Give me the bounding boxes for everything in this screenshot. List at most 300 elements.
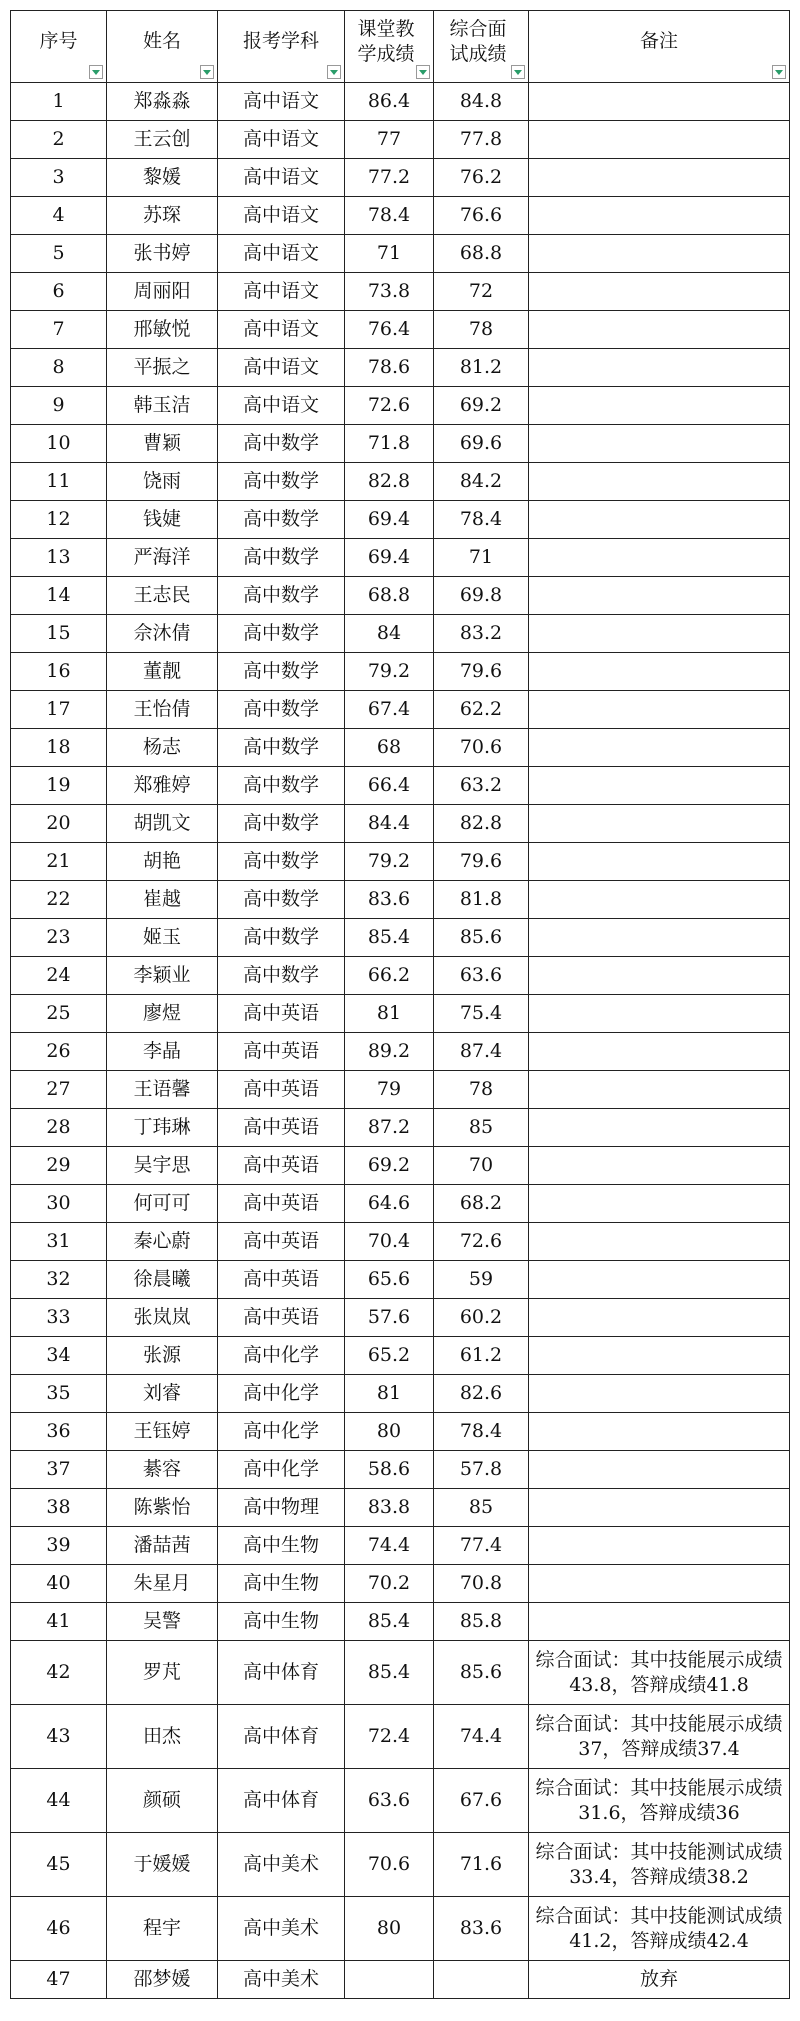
cell-teaching-score[interactable]: 70.2 [345,1565,434,1603]
cell-interview-score[interactable]: 85.8 [434,1603,529,1641]
cell-subject[interactable]: 高中英语 [218,1299,345,1337]
cell-interview-score[interactable]: 61.2 [434,1337,529,1375]
cell-remarks[interactable] [529,197,790,235]
cell-teaching-score[interactable]: 73.8 [345,273,434,311]
cell-remarks[interactable] [529,121,790,159]
cell-name[interactable]: 崔越 [107,881,218,919]
cell-subject[interactable]: 高中语文 [218,349,345,387]
cell-no[interactable]: 39 [11,1527,107,1565]
cell-teaching-score[interactable]: 65.6 [345,1261,434,1299]
cell-no[interactable]: 37 [11,1451,107,1489]
cell-no[interactable]: 20 [11,805,107,843]
cell-teaching-score[interactable] [345,1961,434,1999]
cell-name[interactable]: 颜硕 [107,1769,218,1833]
cell-interview-score[interactable]: 83.6 [434,1897,529,1961]
cell-name[interactable]: 董靓 [107,653,218,691]
cell-no[interactable]: 6 [11,273,107,311]
cell-remarks[interactable] [529,691,790,729]
cell-remarks[interactable] [529,463,790,501]
cell-name[interactable]: 胡凯文 [107,805,218,843]
cell-teaching-score[interactable]: 72.4 [345,1705,434,1769]
filter-dropdown-icon[interactable] [416,65,430,79]
cell-interview-score[interactable]: 70 [434,1147,529,1185]
cell-subject[interactable]: 高中数学 [218,653,345,691]
cell-remarks[interactable] [529,1527,790,1565]
cell-no[interactable]: 38 [11,1489,107,1527]
cell-no[interactable]: 45 [11,1833,107,1897]
cell-subject[interactable]: 高中美术 [218,1961,345,1999]
cell-subject[interactable]: 高中数学 [218,957,345,995]
cell-interview-score[interactable]: 63.6 [434,957,529,995]
cell-no[interactable]: 1 [11,83,107,121]
cell-name[interactable]: 何可可 [107,1185,218,1223]
cell-no[interactable]: 25 [11,995,107,1033]
cell-name[interactable]: 韩玉洁 [107,387,218,425]
cell-name[interactable]: 平振之 [107,349,218,387]
cell-teaching-score[interactable]: 85.4 [345,919,434,957]
cell-remarks[interactable]: 综合面试：其中技能测试成绩41.2，答辩成绩42.4 [529,1897,790,1961]
cell-remarks[interactable] [529,1451,790,1489]
cell-subject[interactable]: 高中语文 [218,197,345,235]
cell-interview-score[interactable]: 76.6 [434,197,529,235]
cell-teaching-score[interactable]: 80 [345,1413,434,1451]
cell-subject[interactable]: 高中语文 [218,83,345,121]
cell-subject[interactable]: 高中语文 [218,387,345,425]
table-row [11,1451,790,1489]
cell-remarks[interactable] [529,1147,790,1185]
cell-interview-score[interactable]: 68.2 [434,1185,529,1223]
cell-remarks[interactable] [529,995,790,1033]
cell-name[interactable]: 邢敏悦 [107,311,218,349]
cell-interview-score[interactable]: 81.8 [434,881,529,919]
cell-remarks[interactable] [529,501,790,539]
cell-interview-score[interactable]: 78 [434,1071,529,1109]
cell-remarks[interactable] [529,235,790,273]
table-row [11,691,790,729]
cell-no[interactable]: 26 [11,1033,107,1071]
cell-no[interactable]: 12 [11,501,107,539]
filter-dropdown-icon[interactable] [772,65,786,79]
cell-remarks[interactable]: 综合面试：其中技能测试成绩33.4，答辩成绩38.2 [529,1833,790,1897]
cell-no[interactable]: 7 [11,311,107,349]
cell-remarks[interactable] [529,577,790,615]
cell-remarks[interactable] [529,1033,790,1071]
cell-teaching-score[interactable]: 86.4 [345,83,434,121]
cell-subject[interactable]: 高中数学 [218,691,345,729]
cell-no[interactable]: 8 [11,349,107,387]
cell-teaching-score[interactable]: 85.4 [345,1641,434,1705]
cell-name[interactable]: 陈紫怡 [107,1489,218,1527]
cell-interview-score[interactable]: 85 [434,1109,529,1147]
cell-no[interactable]: 44 [11,1769,107,1833]
cell-subject[interactable]: 高中生物 [218,1527,345,1565]
cell-name[interactable]: 郑淼淼 [107,83,218,121]
cell-remarks[interactable] [529,653,790,691]
cell-interview-score[interactable]: 85 [434,1489,529,1527]
cell-interview-score[interactable]: 72 [434,273,529,311]
cell-subject[interactable]: 高中数学 [218,805,345,843]
cell-interview-score[interactable]: 77.8 [434,121,529,159]
cell-teaching-score[interactable]: 67.4 [345,691,434,729]
cell-interview-score[interactable]: 67.6 [434,1769,529,1833]
cell-teaching-score[interactable]: 76.4 [345,311,434,349]
filter-dropdown-icon[interactable] [327,65,341,79]
cell-name[interactable]: 徐晨曦 [107,1261,218,1299]
cell-teaching-score[interactable]: 68.8 [345,577,434,615]
cell-name[interactable]: 张源 [107,1337,218,1375]
cell-subject[interactable]: 高中数学 [218,577,345,615]
cell-teaching-score[interactable]: 69.4 [345,501,434,539]
table-row [11,1603,790,1641]
cell-interview-score[interactable]: 84.8 [434,83,529,121]
cell-name[interactable]: 吴宇思 [107,1147,218,1185]
cell-teaching-score[interactable]: 69.2 [345,1147,434,1185]
cell-teaching-score[interactable]: 87.2 [345,1109,434,1147]
cell-no[interactable]: 22 [11,881,107,919]
cell-interview-score[interactable]: 69.6 [434,425,529,463]
cell-teaching-score[interactable]: 77.2 [345,159,434,197]
cell-teaching-score[interactable]: 83.8 [345,1489,434,1527]
cell-no[interactable]: 18 [11,729,107,767]
cell-name[interactable]: 姬玉 [107,919,218,957]
cell-name[interactable]: 佘沐倩 [107,615,218,653]
cell-subject[interactable]: 高中数学 [218,767,345,805]
cell-subject[interactable]: 高中化学 [218,1451,345,1489]
cell-teaching-score[interactable]: 78.6 [345,349,434,387]
cell-remarks[interactable] [529,957,790,995]
cell-no[interactable]: 21 [11,843,107,881]
cell-no[interactable]: 46 [11,1897,107,1961]
cell-no[interactable]: 4 [11,197,107,235]
cell-teaching-score[interactable]: 64.6 [345,1185,434,1223]
cell-subject[interactable]: 高中数学 [218,843,345,881]
cell-name[interactable]: 王志民 [107,577,218,615]
cell-teaching-score[interactable]: 81 [345,1375,434,1413]
cell-teaching-score[interactable]: 83.6 [345,881,434,919]
cell-subject[interactable]: 高中英语 [218,1147,345,1185]
cell-interview-score[interactable]: 68.8 [434,235,529,273]
cell-teaching-score[interactable]: 78.4 [345,197,434,235]
cell-no[interactable]: 28 [11,1109,107,1147]
cell-remarks[interactable] [529,767,790,805]
cell-name[interactable]: 王钰婷 [107,1413,218,1451]
cell-interview-score[interactable]: 69.2 [434,387,529,425]
cell-interview-score[interactable]: 62.2 [434,691,529,729]
cell-remarks[interactable] [529,1337,790,1375]
cell-teaching-score[interactable]: 71.8 [345,425,434,463]
cell-subject[interactable]: 高中数学 [218,463,345,501]
cell-name[interactable]: 丁玮琳 [107,1109,218,1147]
cell-subject[interactable]: 高中语文 [218,311,345,349]
cell-teaching-score[interactable]: 65.2 [345,1337,434,1375]
cell-subject[interactable]: 高中英语 [218,1109,345,1147]
cell-remarks[interactable] [529,1565,790,1603]
cell-remarks[interactable] [529,1109,790,1147]
cell-name[interactable]: 张书婷 [107,235,218,273]
cell-teaching-score[interactable]: 79.2 [345,843,434,881]
cell-teaching-score[interactable]: 69.4 [345,539,434,577]
cell-name[interactable]: 李颖业 [107,957,218,995]
cell-no[interactable]: 13 [11,539,107,577]
cell-remarks[interactable] [529,1185,790,1223]
cell-name[interactable]: 苏琛 [107,197,218,235]
cell-remarks[interactable]: 放弃 [529,1961,790,1999]
cell-name[interactable]: 邵梦媛 [107,1961,218,1999]
cell-teaching-score[interactable]: 85.4 [345,1603,434,1641]
cell-subject[interactable]: 高中英语 [218,1261,345,1299]
table-row [11,121,790,159]
table-row [11,729,790,767]
cell-no[interactable]: 29 [11,1147,107,1185]
cell-name[interactable]: 杨志 [107,729,218,767]
cell-subject[interactable]: 高中体育 [218,1769,345,1833]
cell-interview-score[interactable]: 59 [434,1261,529,1299]
table-row [11,235,790,273]
cell-interview-score[interactable]: 63.2 [434,767,529,805]
cell-interview-score[interactable]: 79.6 [434,843,529,881]
cell-no[interactable]: 40 [11,1565,107,1603]
cell-remarks[interactable] [529,83,790,121]
cell-interview-score[interactable]: 82.6 [434,1375,529,1413]
cell-name[interactable]: 饶雨 [107,463,218,501]
cell-teaching-score[interactable]: 84.4 [345,805,434,843]
cell-name[interactable]: 程宇 [107,1897,218,1961]
cell-interview-score[interactable]: 84.2 [434,463,529,501]
cell-subject[interactable]: 高中生物 [218,1603,345,1641]
cell-subject[interactable]: 高中数学 [218,615,345,653]
cell-name[interactable]: 周丽阳 [107,273,218,311]
cell-teaching-score[interactable]: 82.8 [345,463,434,501]
cell-remarks[interactable] [529,1375,790,1413]
cell-subject[interactable]: 高中化学 [218,1337,345,1375]
cell-remarks[interactable] [529,273,790,311]
cell-remarks[interactable] [529,1261,790,1299]
cell-name[interactable]: 李晶 [107,1033,218,1071]
cell-remarks[interactable] [529,349,790,387]
cell-interview-score[interactable]: 79.6 [434,653,529,691]
cell-interview-score[interactable]: 78 [434,311,529,349]
cell-teaching-score[interactable]: 71 [345,235,434,273]
cell-subject[interactable]: 高中数学 [218,425,345,463]
table-row [11,1185,790,1223]
header-label: 备注 [639,30,678,52]
cell-subject[interactable]: 高中美术 [218,1897,345,1961]
cell-teaching-score[interactable]: 74.4 [345,1527,434,1565]
cell-remarks[interactable] [529,843,790,881]
cell-no[interactable]: 27 [11,1071,107,1109]
cell-teaching-score[interactable]: 79.2 [345,653,434,691]
cell-subject[interactable]: 高中数学 [218,501,345,539]
table-row [11,463,790,501]
cell-subject[interactable]: 高中英语 [218,1223,345,1261]
cell-name[interactable]: 严海洋 [107,539,218,577]
cell-subject[interactable]: 高中化学 [218,1413,345,1451]
cell-teaching-score[interactable]: 72.6 [345,387,434,425]
cell-remarks[interactable]: 综合面试：其中技能展示成绩37，答辩成绩37.4 [529,1705,790,1769]
cell-remarks[interactable] [529,1413,790,1451]
cell-subject[interactable]: 高中数学 [218,539,345,577]
cell-interview-score[interactable]: 71.6 [434,1833,529,1897]
cell-no[interactable]: 31 [11,1223,107,1261]
cell-interview-score[interactable]: 57.8 [434,1451,529,1489]
cell-no[interactable]: 2 [11,121,107,159]
cell-teaching-score[interactable]: 63.6 [345,1769,434,1833]
cell-remarks[interactable] [529,1223,790,1261]
cell-subject[interactable]: 高中英语 [218,1071,345,1109]
cell-remarks[interactable] [529,615,790,653]
cell-no[interactable]: 30 [11,1185,107,1223]
cell-subject[interactable]: 高中英语 [218,1033,345,1071]
cell-interview-score[interactable]: 81.2 [434,349,529,387]
cell-no[interactable]: 23 [11,919,107,957]
cell-subject[interactable]: 高中语文 [218,159,345,197]
table-row [11,1223,790,1261]
cell-subject[interactable]: 高中数学 [218,919,345,957]
cell-remarks[interactable] [529,1489,790,1527]
cell-interview-score[interactable]: 74.4 [434,1705,529,1769]
cell-remarks[interactable] [529,159,790,197]
cell-interview-score[interactable]: 83.2 [434,615,529,653]
cell-name[interactable]: 钱婕 [107,501,218,539]
cell-remarks[interactable] [529,919,790,957]
cell-interview-score[interactable]: 85.6 [434,919,529,957]
cell-no[interactable]: 32 [11,1261,107,1299]
cell-no[interactable]: 33 [11,1299,107,1337]
cell-no[interactable]: 16 [11,653,107,691]
cell-no[interactable]: 11 [11,463,107,501]
cell-no[interactable]: 9 [11,387,107,425]
cell-teaching-score[interactable]: 80 [345,1897,434,1961]
cell-interview-score[interactable]: 77.4 [434,1527,529,1565]
cell-no[interactable]: 41 [11,1603,107,1641]
cell-interview-score[interactable]: 71 [434,539,529,577]
cell-name[interactable]: 王怡倩 [107,691,218,729]
cell-teaching-score[interactable]: 68 [345,729,434,767]
cell-remarks[interactable] [529,387,790,425]
cell-interview-score[interactable]: 60.2 [434,1299,529,1337]
cell-name[interactable]: 黎媛 [107,159,218,197]
table-row [11,311,790,349]
cell-no[interactable]: 47 [11,1961,107,1999]
cell-teaching-score[interactable]: 70.6 [345,1833,434,1897]
cell-remarks[interactable] [529,425,790,463]
cell-subject[interactable]: 高中体育 [218,1705,345,1769]
cell-name[interactable]: 秦心蔚 [107,1223,218,1261]
cell-name[interactable]: 王语馨 [107,1071,218,1109]
table-row [11,1337,790,1375]
cell-interview-score[interactable]: 70.6 [434,729,529,767]
cell-no[interactable]: 5 [11,235,107,273]
cell-remarks[interactable] [529,1299,790,1337]
cell-subject[interactable]: 高中化学 [218,1375,345,1413]
cell-remarks[interactable]: 综合面试：其中技能展示成绩43.8，答辩成绩41.8 [529,1641,790,1705]
cell-subject[interactable]: 高中物理 [218,1489,345,1527]
cell-no[interactable]: 14 [11,577,107,615]
cell-name[interactable]: 潘喆茜 [107,1527,218,1565]
cell-name[interactable]: 郑雅婷 [107,767,218,805]
cell-teaching-score[interactable]: 57.6 [345,1299,434,1337]
cell-name[interactable]: 朱星月 [107,1565,218,1603]
cell-no[interactable]: 17 [11,691,107,729]
cell-name[interactable]: 田杰 [107,1705,218,1769]
cell-remarks[interactable] [529,1071,790,1109]
cell-teaching-score[interactable]: 79 [345,1071,434,1109]
cell-subject[interactable]: 高中体育 [218,1641,345,1705]
cell-interview-score[interactable]: 87.4 [434,1033,529,1071]
cell-name[interactable]: 罗芃 [107,1641,218,1705]
cell-interview-score[interactable]: 85.6 [434,1641,529,1705]
cell-no[interactable]: 10 [11,425,107,463]
cell-subject[interactable]: 高中美术 [218,1833,345,1897]
cell-name[interactable]: 廖煜 [107,995,218,1033]
cell-subject[interactable]: 高中语文 [218,235,345,273]
cell-no[interactable]: 36 [11,1413,107,1451]
cell-subject[interactable]: 高中数学 [218,881,345,919]
cell-teaching-score[interactable]: 84 [345,615,434,653]
cell-interview-score[interactable]: 75.4 [434,995,529,1033]
cell-no[interactable]: 19 [11,767,107,805]
filter-dropdown-icon[interactable] [511,65,525,79]
cell-interview-score[interactable]: 72.6 [434,1223,529,1261]
cell-teaching-score[interactable]: 58.6 [345,1451,434,1489]
cell-no[interactable]: 3 [11,159,107,197]
cell-interview-score[interactable]: 82.8 [434,805,529,843]
cell-name[interactable]: 刘睿 [107,1375,218,1413]
cell-subject[interactable]: 高中英语 [218,1185,345,1223]
cell-subject[interactable]: 高中语文 [218,273,345,311]
cell-remarks[interactable] [529,1603,790,1641]
cell-name[interactable]: 綦容 [107,1451,218,1489]
cell-teaching-score[interactable]: 70.4 [345,1223,434,1261]
cell-no[interactable]: 35 [11,1375,107,1413]
cell-no[interactable]: 15 [11,615,107,653]
cell-subject[interactable]: 高中语文 [218,121,345,159]
cell-no[interactable]: 42 [11,1641,107,1705]
cell-interview-score[interactable]: 69.8 [434,577,529,615]
cell-teaching-score[interactable]: 77 [345,121,434,159]
cell-name[interactable]: 于媛媛 [107,1833,218,1897]
cell-remarks[interactable] [529,539,790,577]
cell-teaching-score[interactable]: 89.2 [345,1033,434,1071]
cell-interview-score[interactable]: 78.4 [434,1413,529,1451]
cell-name[interactable]: 曹颖 [107,425,218,463]
cell-interview-score[interactable]: 70.8 [434,1565,529,1603]
cell-interview-score[interactable] [434,1961,529,1999]
cell-remarks[interactable] [529,311,790,349]
cell-remarks[interactable] [529,729,790,767]
cell-no[interactable]: 24 [11,957,107,995]
cell-interview-score[interactable]: 76.2 [434,159,529,197]
cell-teaching-score[interactable]: 81 [345,995,434,1033]
filter-dropdown-icon[interactable] [200,65,214,79]
cell-no[interactable]: 34 [11,1337,107,1375]
cell-name[interactable]: 胡艳 [107,843,218,881]
cell-teaching-score[interactable]: 66.2 [345,957,434,995]
cell-name[interactable]: 王云创 [107,121,218,159]
cell-remarks[interactable]: 综合面试：其中技能展示成绩31.6，答辩成绩36 [529,1769,790,1833]
cell-name[interactable]: 张岚岚 [107,1299,218,1337]
cell-subject[interactable]: 高中数学 [218,729,345,767]
filter-dropdown-icon[interactable] [89,65,103,79]
cell-teaching-score[interactable]: 66.4 [345,767,434,805]
cell-subject[interactable]: 高中英语 [218,995,345,1033]
cell-subject[interactable]: 高中生物 [218,1565,345,1603]
cell-name[interactable]: 吴警 [107,1603,218,1641]
cell-no[interactable]: 43 [11,1705,107,1769]
cell-remarks[interactable] [529,881,790,919]
cell-interview-score[interactable]: 78.4 [434,501,529,539]
cell-remarks[interactable] [529,805,790,843]
